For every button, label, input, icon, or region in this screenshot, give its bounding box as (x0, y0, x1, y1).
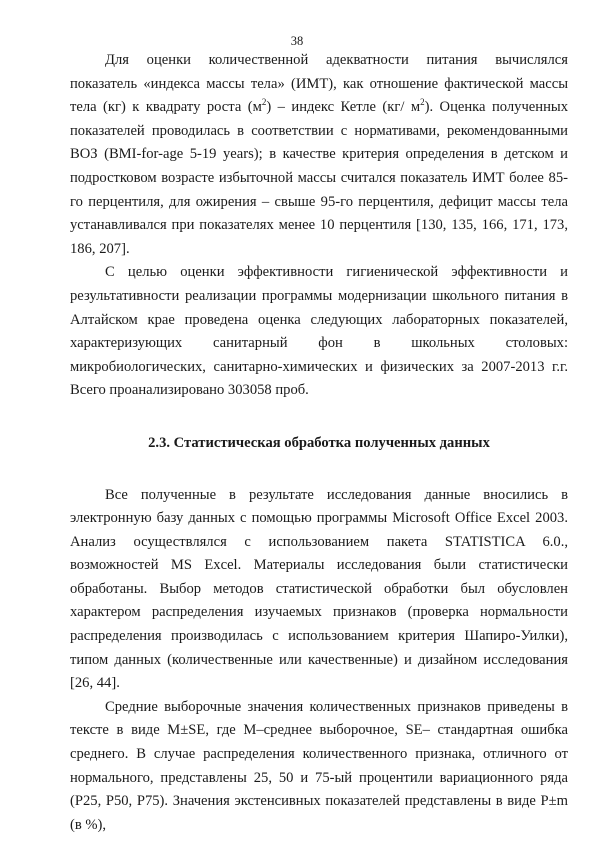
paragraph-school-nutrition: С целью оценки эффективности гигиенической эффективности и результативности реализации программы модернизации школьного питания в Алтайском крае проведена оценка следующих лабораторных показателей, характеризующих санитарный фон в школьных столовых: микробиологических, санитарно-химических и физических за 2007-2013 г.г. Всего проанализировано 303058 проб. (70, 264, 568, 399)
paragraph-descriptive-stats: Средние выборочные значения количественных признаков приведены в тексте в виде M±SE, где M–среднее выборочное, SE– стандартная ошибка среднего. В случае распределения количественного признака, отличного от нормального, представлены 25, 50 и 75-ый процентили вариационного ряда (P25, P50, P75). Значения экстенсивных показателей представлены в виде P±m (в %), (70, 698, 568, 833)
paragraph-bmi-part-3: ). Оценка полученных показателей проводилась в соответствии с нормативами, рекомендованными ВОЗ (BMI-for-age 5-19 years); в качестве критерия определения в детском и подростковом возрасте избыточной массы считался показатель ИМТ более 85-го перцентиля, для ожирения – свыше 95-го перцентиля, дефицит массы тела устанавливался при показателях менее 10 перцентиля [130, 135, 166, 171, 173, 186, 207]. (70, 99, 568, 257)
paragraph-statistics-software: Все полученные в результате исследования данные вносились в электронную базу данных с помощью программы Microsoft Office Excel 2003. Анализ осуществлялся с использованием пакета STATISTICA 6.0., возможностей MS Excel. Материалы исследования были статистически обработаны. Выбор методов статистической обработки был обусловлен характером распределения изучаемых признаков (проверка нормальности распределения производилась с использованием критерия Шапиро-Уилки), типом данных (количественные или качественные) и дизайном исследования [26, 44]. (70, 486, 568, 692)
paragraph-bmi-part-1: Для оценки количественной адекватности питания вычислялся показатель «индекса массы тела» (ИМТ), как отношение фактической массы тела (кг) к квадрату роста (м (70, 52, 568, 116)
section-heading: 2.3. Статистическая обработка полученных данных (148, 434, 490, 451)
superscript-2: 2 (261, 97, 267, 108)
document-body (70, 49, 568, 837)
paragraph-bmi-part-2: ) – индекс Кетле (кг/ м (266, 99, 421, 116)
superscript-2: 2 (420, 97, 425, 108)
paragraph-bmi (70, 49, 568, 261)
page-number: 38 (290, 34, 304, 48)
